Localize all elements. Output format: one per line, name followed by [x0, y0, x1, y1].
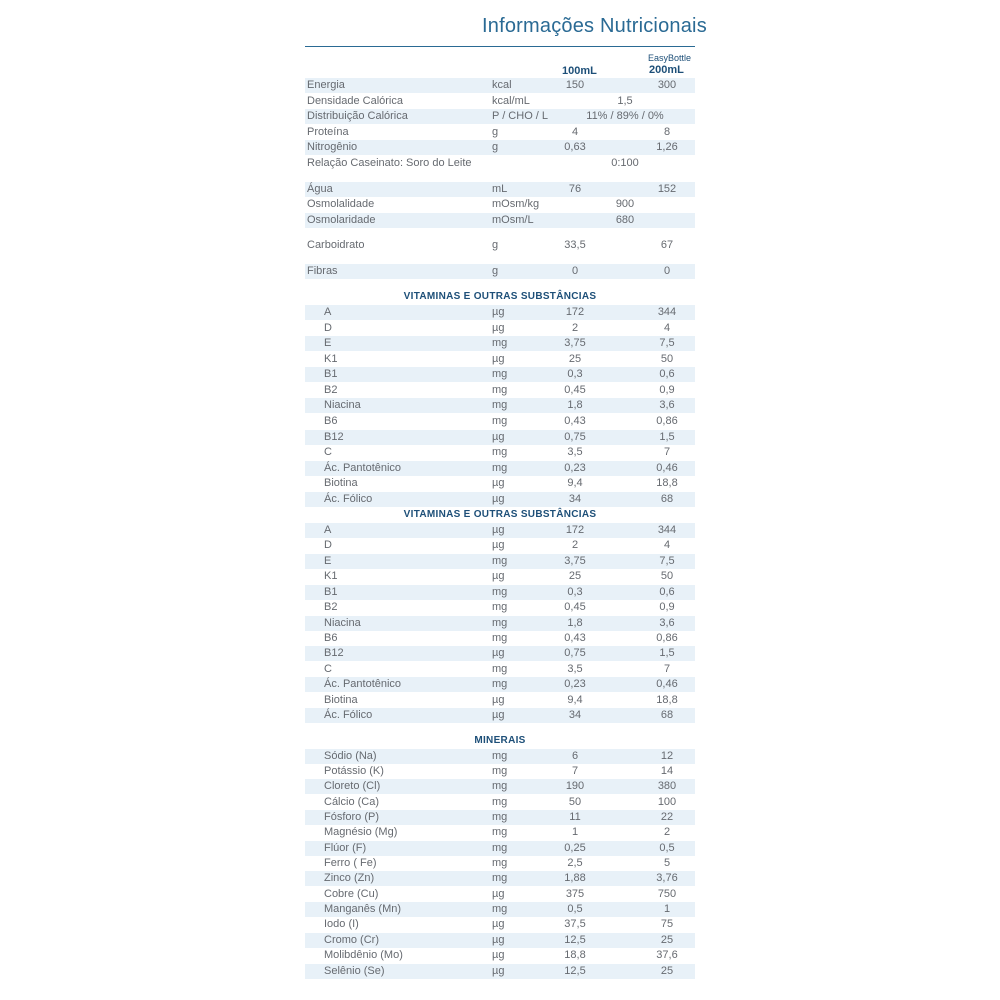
nutrient-value-100ml: 0,75: [564, 647, 586, 659]
nutrient-value-200ml: 0,86: [656, 632, 678, 644]
nutrient-name: Biotina: [324, 477, 358, 489]
page-title: Informações Nutricionais: [482, 15, 707, 37]
nutrient-value-200ml: 3,76: [656, 872, 678, 884]
nutrient-value-100ml: 0,25: [564, 842, 586, 854]
nutrient-value-200ml: 0,6: [659, 368, 675, 380]
nutrient-name: Fibras: [307, 265, 338, 277]
nutrient-value-200ml: 1,5: [659, 647, 675, 659]
table-row: [305, 887, 695, 902]
nutrient-name: E: [324, 337, 332, 349]
table-row: [305, 445, 695, 460]
nutrient-value-100ml: 0,75: [564, 431, 586, 443]
table-row: [305, 871, 695, 886]
table-row: [305, 795, 695, 810]
nutrient-value-200ml: 152: [657, 183, 677, 195]
nutrient-value-200ml: 3,6: [659, 399, 675, 411]
nutrient-unit: µg: [492, 524, 505, 536]
nutrient-unit: mg: [492, 826, 508, 838]
nutrient-name: Ferro ( Fe): [324, 857, 377, 869]
nutrient-value-100ml: 25: [568, 353, 582, 365]
nutrient-name: Molibdênio (Mo): [324, 949, 403, 961]
nutrient-value-200ml: 7,5: [659, 555, 675, 567]
nutrient-value-100ml: 50: [568, 796, 582, 808]
nutrient-name: Ác. Pantotênico: [324, 462, 402, 474]
nutrient-name: C: [324, 446, 332, 458]
table-row: [305, 693, 695, 708]
nutrient-value-merged: 0:100: [611, 157, 639, 169]
nutrient-unit: µg: [492, 965, 505, 977]
nutrient-unit: mg: [492, 872, 508, 884]
table-row: [305, 779, 695, 794]
nutrient-name: Niacina: [324, 617, 361, 629]
nutrient-unit: µg: [492, 709, 505, 721]
nutrient-value-100ml: 172: [565, 306, 585, 318]
nutrient-value-merged: 680: [615, 214, 635, 226]
nutrient-value-100ml: 9,4: [567, 477, 583, 489]
nutrient-value-100ml: 0,23: [564, 678, 586, 690]
nutrient-value-200ml: 68: [660, 709, 674, 721]
nutrient-value-100ml: 6: [571, 750, 579, 762]
nutrient-value-200ml: 0,9: [659, 384, 675, 396]
table-row: [305, 708, 695, 723]
nutrient-name: Relação Caseinato: Soro do Leite: [307, 157, 472, 169]
nutrient-value-200ml: 67: [660, 239, 674, 251]
nutrient-value-merged: 1,5: [617, 95, 633, 107]
nutrient-value-100ml: 2: [571, 322, 579, 334]
nutrient-unit: µg: [492, 949, 505, 961]
nutrient-name: Cobre (Cu): [324, 888, 379, 900]
nutrient-name: Nitrogênio: [307, 141, 358, 153]
table-row: [305, 538, 695, 553]
nutrient-name: Iodo (I): [324, 918, 359, 930]
nutrient-value-100ml: 190: [565, 780, 585, 792]
nutrient-name: Proteína: [307, 126, 349, 138]
nutrient-name: Ác. Fólico: [324, 709, 373, 721]
nutrient-value-100ml: 172: [565, 524, 585, 536]
nutrient-unit: g: [492, 126, 499, 138]
nutrient-value-200ml: 0,6: [659, 586, 675, 598]
nutrient-value-200ml: 0: [663, 265, 671, 277]
table-row: [305, 156, 695, 171]
nutrient-value-100ml: 9,4: [567, 694, 583, 706]
nutrient-unit: g: [492, 141, 499, 153]
nutrient-value-100ml: 0,5: [567, 903, 583, 915]
table-row: [305, 305, 695, 320]
table-row: [305, 600, 695, 615]
nutrient-value-merged: 900: [615, 198, 635, 210]
table-row: [305, 109, 695, 124]
nutrient-name: Carboidrato: [307, 239, 365, 251]
table-row: [305, 964, 695, 979]
nutrient-name: K1: [324, 570, 338, 582]
nutrient-value-100ml: 3,5: [567, 446, 583, 458]
nutrient-value-200ml: 0,46: [656, 678, 678, 690]
table-row: [305, 476, 695, 491]
nutrient-value-100ml: 34: [568, 709, 582, 721]
nutrient-value-100ml: 1: [571, 826, 579, 838]
nutrient-value-200ml: 25: [660, 965, 674, 977]
nutrient-unit: mg: [492, 842, 508, 854]
nutrient-name: Cálcio (Ca): [324, 796, 380, 808]
nutrient-unit: µg: [492, 570, 505, 582]
table-row: [305, 398, 695, 413]
nutrient-unit: kcal/mL: [492, 95, 530, 107]
table-row: [305, 461, 695, 476]
table-row: [305, 336, 695, 351]
nutrient-unit: µg: [492, 934, 505, 946]
nutrient-value-100ml: 0,43: [564, 415, 586, 427]
table-row: [305, 616, 695, 631]
nutrient-value-100ml: 3,5: [567, 663, 583, 675]
nutrient-name: A: [324, 306, 332, 318]
table-row: [305, 430, 695, 445]
nutrient-value-200ml: 37,6: [656, 949, 678, 961]
nutrient-name: B1: [324, 586, 338, 598]
table-row: [305, 933, 695, 948]
table-row: [305, 764, 695, 779]
section-title-vitamins-2: VITAMINAS E OUTRAS SUBSTÂNCIAS: [403, 509, 597, 520]
nutrient-value-200ml: 300: [657, 79, 677, 91]
nutrient-name: Manganês (Mn): [324, 903, 402, 915]
nutrient-value-200ml: 8: [663, 126, 671, 138]
table-row: [305, 841, 695, 856]
nutrient-value-100ml: 18,8: [564, 949, 586, 961]
table-row: [305, 917, 695, 932]
nutrient-unit: mg: [492, 750, 508, 762]
nutrient-value-200ml: 0,86: [656, 415, 678, 427]
nutrient-unit: µg: [492, 694, 505, 706]
nutrient-name: Sódio (Na): [324, 750, 377, 762]
nutrient-unit: µg: [492, 647, 505, 659]
table-row: [305, 554, 695, 569]
nutrient-unit: mg: [492, 368, 508, 380]
table-row: [305, 749, 695, 764]
table-row: [305, 94, 695, 109]
nutrient-value-100ml: 1,8: [567, 399, 583, 411]
nutrient-value-100ml: 0,63: [564, 141, 586, 153]
nutrient-value-200ml: 5: [663, 857, 671, 869]
table-row: [305, 352, 695, 367]
nutrient-unit: µg: [492, 888, 505, 900]
nutrient-value-200ml: 22: [660, 811, 674, 823]
nutrient-unit: mg: [492, 555, 508, 567]
nutrient-value-100ml: 2,5: [567, 857, 583, 869]
section-title-minerals: MINERAIS: [474, 735, 526, 746]
nutrient-value-100ml: 76: [568, 183, 582, 195]
nutrient-value-100ml: 4: [571, 126, 579, 138]
nutrient-value-200ml: 0,46: [656, 462, 678, 474]
table-row: [305, 948, 695, 963]
nutrient-name: Potássio (K): [324, 765, 384, 777]
nutrient-value-200ml: 1,5: [659, 431, 675, 443]
nutrient-unit: mg: [492, 796, 508, 808]
section-title-vitamins: VITAMINAS E OUTRAS SUBSTÂNCIAS: [403, 291, 597, 302]
column-header-200ml: 200mL: [649, 64, 684, 76]
nutrient-unit: mg: [492, 765, 508, 777]
nutrient-name: Cromo (Cr): [324, 934, 379, 946]
table-row: [305, 182, 695, 197]
nutrient-name: Energia: [307, 79, 345, 91]
nutrient-name: Niacina: [324, 399, 361, 411]
nutrient-unit: µg: [492, 306, 505, 318]
nutrient-unit: mg: [492, 632, 508, 644]
table-row: [305, 856, 695, 871]
nutrient-value-200ml: 7: [663, 446, 671, 458]
nutrient-name: B2: [324, 601, 338, 613]
nutrient-value-100ml: 11: [569, 811, 581, 823]
nutrient-unit: g: [492, 239, 499, 251]
table-row: [305, 902, 695, 917]
title-divider: [305, 46, 695, 47]
table-row: [305, 523, 695, 538]
nutrient-value-200ml: 25: [660, 934, 674, 946]
nutrient-value-100ml: 34: [568, 493, 582, 505]
nutrient-unit: mg: [492, 462, 508, 474]
nutrient-value-200ml: 18,8: [656, 694, 678, 706]
nutrient-unit: mOsm/kg: [492, 198, 540, 210]
nutrient-name: Distribuição Calórica: [307, 110, 408, 122]
nutrient-value-200ml: 4: [663, 322, 671, 334]
table-row: [305, 631, 695, 646]
nutrient-value-100ml: 2: [571, 539, 579, 551]
nutrient-unit: µg: [492, 493, 505, 505]
column-subheader-easybottle: EasyBottle: [648, 53, 692, 63]
nutrient-value-100ml: 3,75: [564, 337, 586, 349]
nutrient-name: Osmolalidade: [307, 198, 375, 210]
nutrient-unit: g: [492, 265, 499, 277]
nutrient-value-200ml: 75: [660, 918, 674, 930]
nutrient-value-200ml: 50: [660, 570, 674, 582]
table-row: [305, 125, 695, 140]
nutrient-name: Água: [307, 183, 333, 195]
table-row: [305, 662, 695, 677]
nutrient-value-200ml: 3,6: [659, 617, 675, 629]
nutrient-unit: mg: [492, 780, 508, 792]
table-row: [305, 569, 695, 584]
nutrient-value-100ml: 0,45: [564, 384, 586, 396]
nutrient-value-merged: 11% / 89% / 0%: [586, 110, 664, 122]
nutrient-value-100ml: 12,5: [564, 965, 586, 977]
nutrient-value-100ml: 375: [565, 888, 585, 900]
nutrient-value-200ml: 68: [660, 493, 674, 505]
nutrient-name: Magnésio (Mg): [324, 826, 398, 838]
nutrient-unit: mOsm/L: [492, 214, 534, 226]
nutrient-value-200ml: 7,5: [659, 337, 675, 349]
nutrient-name: Densidade Calórica: [307, 95, 403, 107]
nutrient-name: B6: [324, 415, 338, 427]
nutrient-name: C: [324, 663, 332, 675]
nutrient-name: B6: [324, 632, 338, 644]
nutrient-value-200ml: 100: [657, 796, 677, 808]
nutrient-value-100ml: 0,43: [564, 632, 586, 644]
nutrient-unit: mg: [492, 601, 508, 613]
nutrient-unit: mg: [492, 857, 508, 869]
nutrient-value-100ml: 150: [565, 79, 585, 91]
nutrient-value-200ml: 1: [663, 903, 671, 915]
nutrient-name: K1: [324, 353, 338, 365]
nutrient-value-100ml: 0,45: [564, 601, 586, 613]
nutrient-value-100ml: 0,3: [567, 586, 583, 598]
nutrient-value-200ml: 344: [657, 306, 677, 318]
nutrient-value-100ml: 1,88: [564, 872, 586, 884]
table-row: [305, 264, 695, 279]
nutrient-value-100ml: 0,23: [564, 462, 586, 474]
nutrient-name: B12: [324, 431, 344, 443]
table-row: [305, 677, 695, 692]
nutrient-name: Zinco (Zn): [324, 872, 375, 884]
nutrient-unit: mg: [492, 384, 508, 396]
nutrient-unit: mg: [492, 399, 508, 411]
nutrient-value-100ml: 12,5: [564, 934, 586, 946]
nutrient-value-200ml: 750: [657, 888, 677, 900]
nutrient-unit: µg: [492, 918, 505, 930]
table-row: [305, 140, 695, 155]
nutrient-value-200ml: 380: [657, 780, 677, 792]
nutrient-unit: kcal: [492, 79, 512, 91]
table-row: [305, 646, 695, 661]
nutrient-name: D: [324, 539, 332, 551]
table-row: [305, 492, 695, 507]
nutrient-name: Ác. Fólico: [324, 493, 373, 505]
nutrient-name: Flúor (F): [324, 842, 367, 854]
nutrient-value-100ml: 37,5: [564, 918, 586, 930]
nutrient-unit: mg: [492, 811, 508, 823]
nutrient-unit: P / CHO / L: [492, 110, 549, 122]
table-row: [305, 78, 695, 93]
nutrient-value-100ml: 33,5: [564, 239, 586, 251]
nutrient-unit: µg: [492, 353, 505, 365]
nutrient-value-200ml: 18,8: [656, 477, 678, 489]
table-row: [305, 825, 695, 840]
nutrient-value-200ml: 0,5: [659, 842, 675, 854]
table-row: [305, 197, 695, 212]
nutrient-unit: mL: [492, 183, 508, 195]
nutrient-value-100ml: 0,3: [567, 368, 583, 380]
nutrient-value-200ml: 4: [663, 539, 671, 551]
nutrient-value-100ml: 7: [571, 765, 579, 777]
nutrient-unit: µg: [492, 539, 505, 551]
nutrient-unit: mg: [492, 586, 508, 598]
nutrient-unit: mg: [492, 663, 508, 675]
table-row: [305, 238, 695, 253]
nutrient-value-100ml: 0: [571, 265, 579, 277]
nutrient-value-200ml: 7: [663, 663, 671, 675]
nutrient-unit: µg: [492, 477, 505, 489]
nutrient-unit: mg: [492, 337, 508, 349]
nutrient-name: B12: [324, 647, 344, 659]
nutrient-name: Fósforo (P): [324, 811, 380, 823]
nutrient-unit: µg: [492, 322, 505, 334]
nutrient-unit: mg: [492, 415, 508, 427]
table-row: [305, 367, 695, 382]
nutrient-value-200ml: 12: [660, 750, 674, 762]
column-header-100ml: 100mL: [562, 65, 597, 77]
nutrient-name: D: [324, 322, 332, 334]
nutrient-value-200ml: 14: [660, 765, 674, 777]
nutrient-name: Cloreto (Cl): [324, 780, 381, 792]
nutrient-value-200ml: 1,26: [656, 141, 678, 153]
table-row: [305, 383, 695, 398]
nutrient-value-200ml: 2: [663, 826, 671, 838]
nutrient-unit: mg: [492, 617, 508, 629]
nutrient-name: Osmolaridade: [307, 214, 376, 226]
nutrient-value-100ml: 3,75: [564, 555, 586, 567]
nutrient-name: Biotina: [324, 694, 358, 706]
nutrient-name: B1: [324, 368, 338, 380]
table-row: [305, 213, 695, 228]
table-row: [305, 810, 695, 825]
nutrient-name: A: [324, 524, 332, 536]
nutrient-value-100ml: 1,8: [567, 617, 583, 629]
nutrient-unit: µg: [492, 431, 505, 443]
nutrient-value-200ml: 344: [657, 524, 677, 536]
nutrient-value-200ml: 50: [660, 353, 674, 365]
nutrient-value-100ml: 25: [568, 570, 582, 582]
nutrient-name: Selênio (Se): [324, 965, 385, 977]
nutrient-value-200ml: 0,9: [659, 601, 675, 613]
table-row: [305, 321, 695, 336]
table-row: [305, 585, 695, 600]
nutrient-unit: mg: [492, 678, 508, 690]
nutrient-name: Ác. Pantotênico: [324, 678, 402, 690]
nutrient-name: B2: [324, 384, 338, 396]
table-row: [305, 414, 695, 429]
nutrient-unit: mg: [492, 446, 508, 458]
nutrient-name: E: [324, 555, 332, 567]
nutrient-unit: mg: [492, 903, 508, 915]
